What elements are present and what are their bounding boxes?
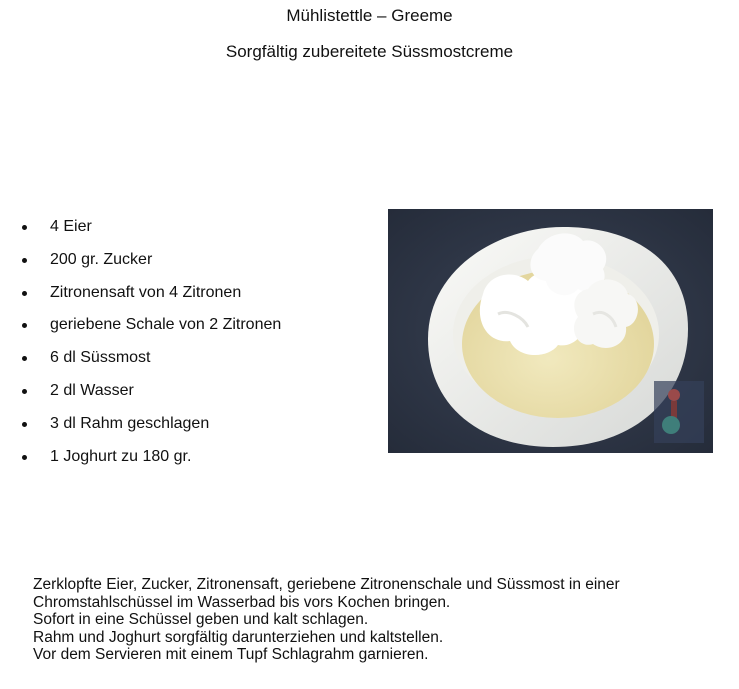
ingredient-text: 4 Eier — [50, 218, 92, 235]
instruction-line: Chromstahlschüssel im Wasserbad bis vors Kochen bringen. — [33, 593, 451, 611]
dessert-bowl-photo — [388, 209, 713, 453]
bullet-icon — [22, 258, 27, 263]
list-item — [22, 378, 281, 411]
list-item — [22, 345, 281, 378]
instruction-line: Vor dem Servieren mit einem Tupf Schlagrahm garnieren. — [33, 646, 429, 663]
list-item — [22, 411, 281, 444]
ingredient-text: geriebene Schale von 2 Zitronen — [50, 316, 282, 334]
bullet-icon — [22, 225, 27, 230]
bullet-icon — [22, 455, 27, 460]
ingredient-text: 1 Joghurt zu 180 gr. — [50, 447, 192, 465]
list-item — [22, 444, 281, 477]
list-item — [22, 280, 281, 313]
list-item — [22, 214, 281, 247]
instruction-line: Zerklopfte Eier, Zucker, Zitronensaft, geriebene Zitronenschale und Süssmost in einer — [33, 576, 620, 593]
instruction-line: Rahm und Joghurt sorgfältig darunterziehen und kaltstellen. — [33, 628, 444, 646]
ingredient-text: 6 dl Süssmost — [50, 349, 151, 367]
ingredient-text: Zitronensaft von 4 Zitronen — [50, 283, 242, 301]
ingredient-text: 2 dl Wasser — [50, 381, 134, 399]
bullet-icon — [22, 291, 27, 296]
recipe-title: Mühlistettle – Greeme — [286, 6, 453, 25]
ingredient-list — [22, 214, 281, 476]
list-item — [22, 312, 281, 345]
bullet-icon — [22, 356, 27, 361]
instruction-line: Sofort in eine Schüssel geben und kalt schlagen. — [33, 611, 369, 628]
ingredient-text: 3 dl Rahm geschlagen — [50, 414, 210, 432]
bullet-icon — [22, 389, 27, 394]
dessert-bowl-illustration — [388, 209, 713, 453]
list-item — [22, 247, 281, 280]
instructions-text — [33, 576, 620, 664]
recipe-subtitle: Sorgfältig zubereitete Süssmostcreme — [225, 42, 514, 61]
bullet-icon — [22, 323, 27, 328]
ingredient-text: 200 gr. Zucker — [50, 250, 153, 268]
bullet-icon — [22, 422, 27, 427]
